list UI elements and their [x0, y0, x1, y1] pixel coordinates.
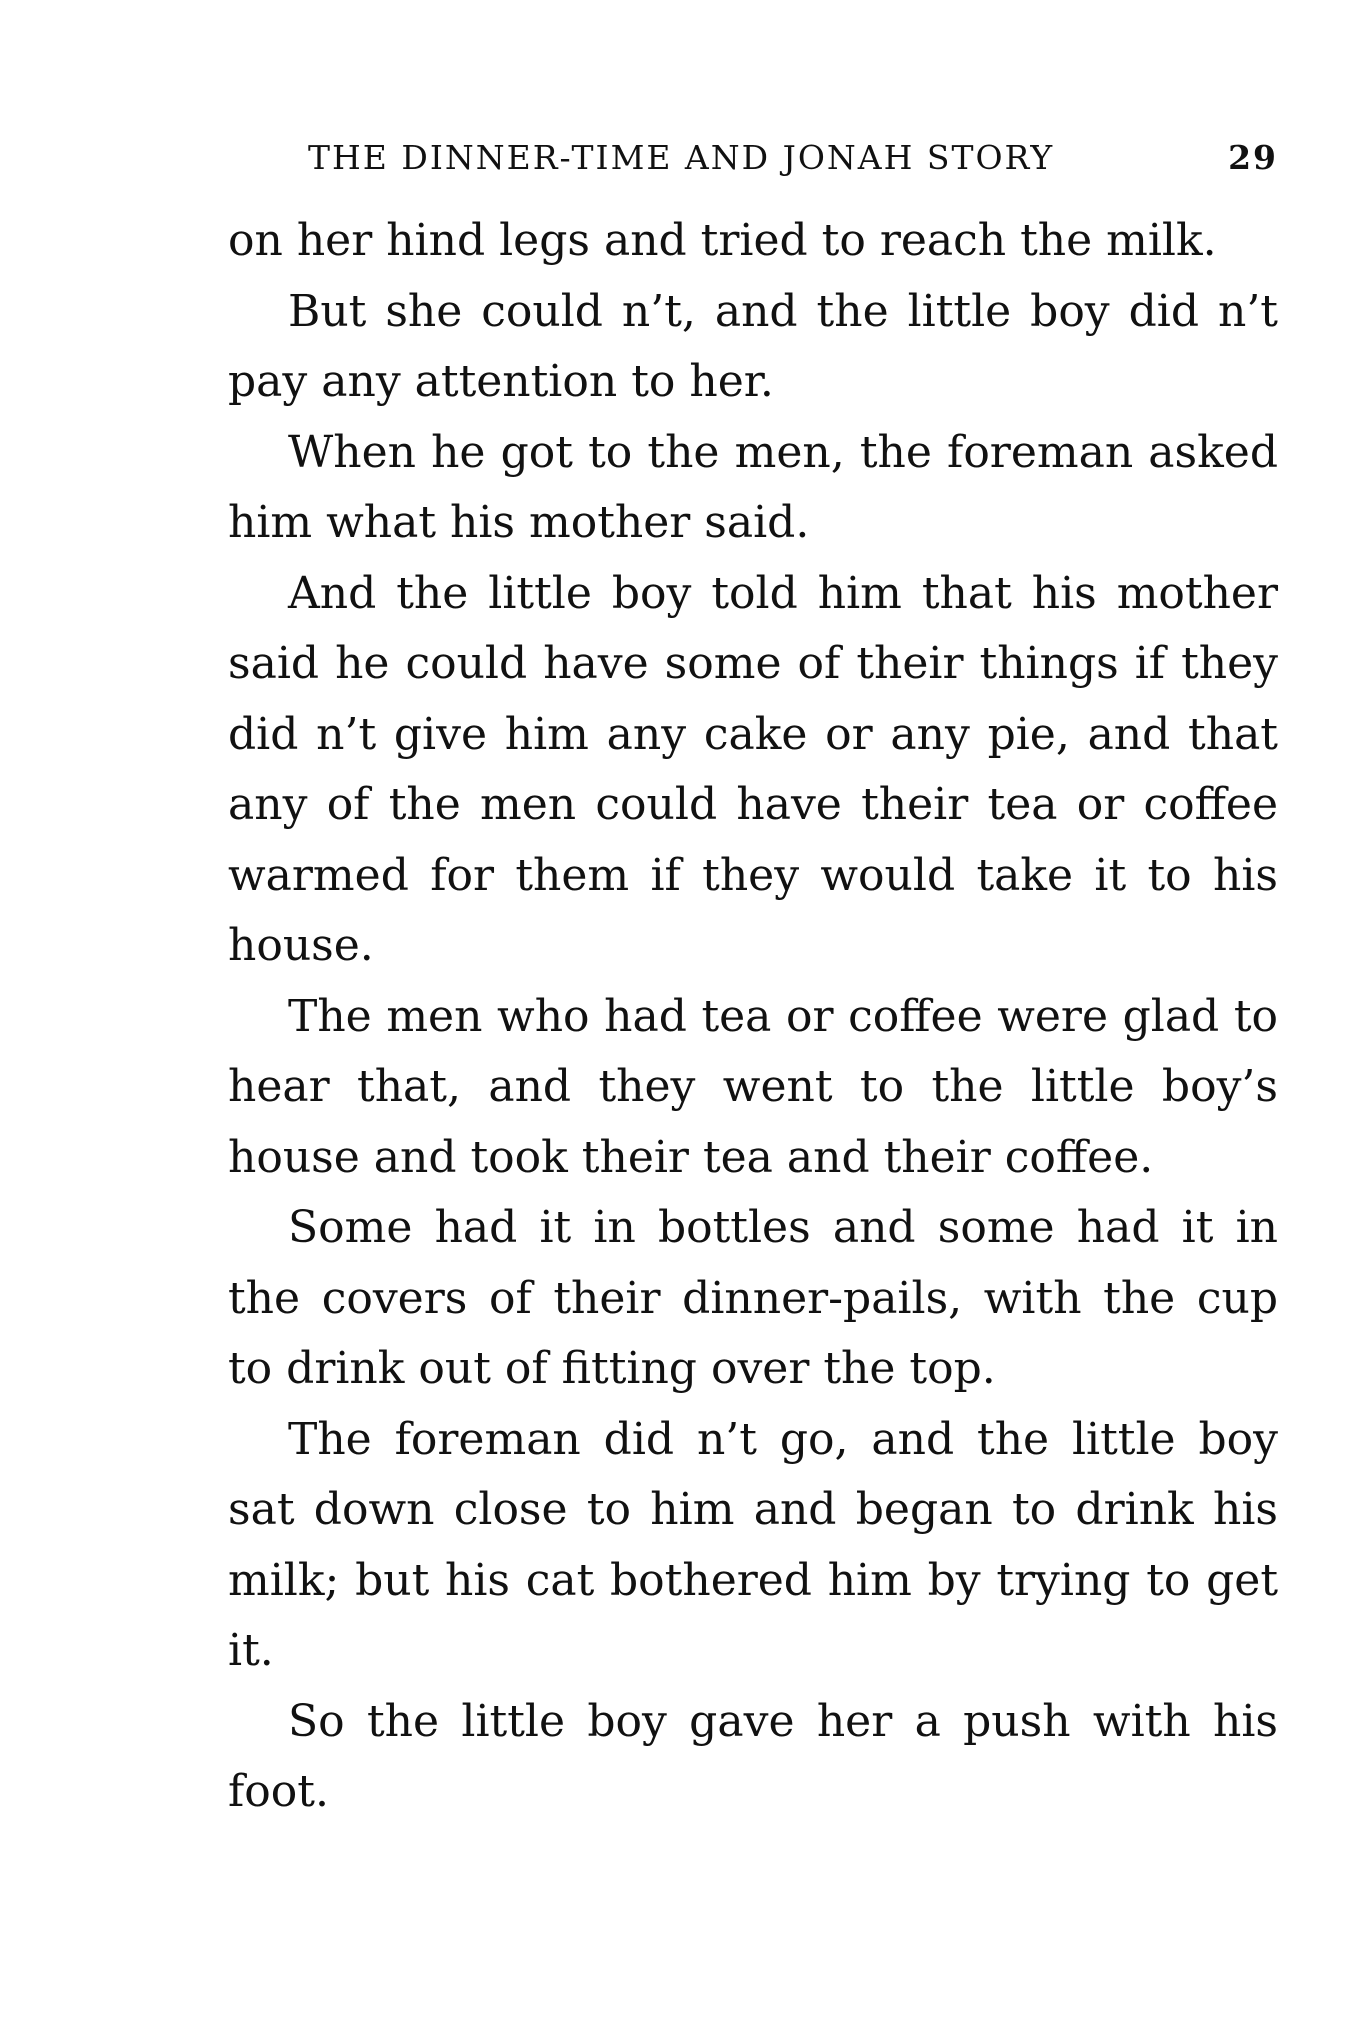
paragraph: And the little boy told him that his mother said he could have some of their things if they did n’t give him any cake or any pie, and that any of the men could have their tea or coffee warmed for them if they would take it to his house.: [228, 567, 1278, 971]
paragraph: But she could n’t, and the little boy did n’t pay any attention to her.: [228, 285, 1278, 407]
paragraph: Some had it in bottles and some had it in the covers of their dinner-pails, with the cup to drink out of fitting over the top.: [228, 1202, 1278, 1394]
paragraph: When he got to the men, the foreman asked him what his mother said.: [228, 426, 1278, 548]
paragraph: on her hind legs and tried to reach the milk.: [228, 215, 1217, 266]
running-head: [228, 128, 1278, 188]
paragraph: The foreman did n’t go, and the little boy sat down close to him and began to drink his milk; but his cat bothered him by trying to get it.: [228, 1413, 1278, 1676]
book-page: [228, 128, 1278, 1828]
page-number: 29: [1228, 138, 1278, 177]
paragraph: The men who had tea or coffee were glad to hear that, and they went to the little boy’s house and took their tea and their coffee.: [228, 990, 1278, 1183]
running-title: THE DINNER-TIME AND JONAH STORY: [308, 138, 1055, 177]
body-text: [228, 206, 1278, 1828]
paragraph: So the little boy gave her a push with his foot.: [228, 1695, 1278, 1817]
